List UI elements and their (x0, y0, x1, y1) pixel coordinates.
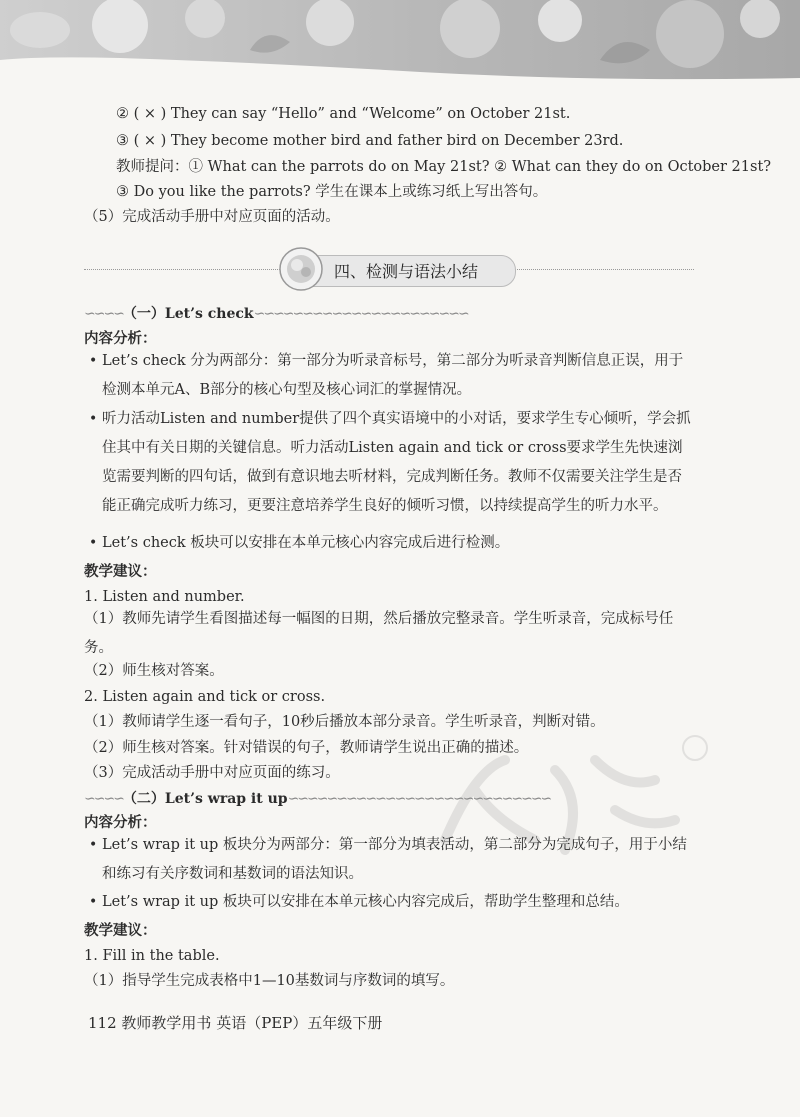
answer-line-3: ③ ( × ) They become mother bird and father bird on December 23rd. (116, 133, 624, 149)
section-header (84, 252, 694, 288)
check-step-2-3: （3）完成活动手册中对应页面的练习。 (84, 765, 340, 781)
section-title: 四、检测与语法小结 (334, 262, 479, 281)
check-step-1: 1. Listen and number. (84, 589, 245, 605)
wrap-heading: ∽∽∽∽（二）Let’s wrap it up∽∽∽∽∽∽∽∽∽∽∽∽∽∽∽∽∽∽∽∽∽∽∽∽∽∽∽ (84, 791, 551, 807)
answer-line-2: ② ( × ) They can say “Hello” and “Welcome” on October 21st. (116, 106, 571, 122)
check-analysis-label: 内容分析： (84, 330, 157, 347)
activity-step-5: （5）完成活动手册中对应页面的活动。 (84, 209, 340, 225)
check-step-2: 2. Listen again and tick or cross. (84, 689, 326, 705)
book-title: 教师教学用书 英语（PEP）五年级下册 (121, 1014, 383, 1032)
check-advice-label: 教学建议： (84, 563, 157, 580)
teacher-question-line-cont: ③ Do you like the parrots? 学生在课本上或练习纸上写出答句。 (116, 184, 548, 200)
page-footer (88, 1012, 382, 1033)
check-step-2-2: （2）师生核对答案。针对错误的句子，教师请学生说出正确的描述。 (84, 740, 529, 756)
check-bullet-2: • 听力活动Listen and number提供了四个真实语境中的小对话，要求学生专心倾听，学会抓住其中有关日期的关键信息。听力活动Listen again and tick or cross要求学生先快速浏览需要判断的四句话，做到有意识地去听材料，完成判断任务。教师不仅需要关注学生是否能正确完成听力练习，更要注意培养学生良好的倾听习惯，以持续提高学生的听力水平。 (102, 405, 692, 521)
check-step-1-2: （2）师生核对答案。 (84, 663, 224, 679)
wrap-step-1-1: （1）指导学生完成表格中1—10基数词与序数词的填写。 (84, 973, 455, 989)
wrap-bullet-1: • Let’s wrap it up 板块分为两部分：第一部分为填表活动，第二部分为完成句子，用于小结和练习有关序数词和基数词的语法知识。 (102, 831, 692, 889)
wrap-advice-label: 教学建议： (84, 922, 157, 939)
wrap-analysis-label: 内容分析： (84, 814, 157, 831)
teacher-question-line: 教师提问：① What can the parrots do on May 21st? ② What can they do on October 21st? (116, 159, 772, 175)
flower-medallion-icon (278, 246, 324, 292)
check-step-1-1: （1）教师先请学生看图描述每一幅图的日期，然后播放完整录音。学生听录音，完成标号任务。 (84, 611, 674, 656)
wrap-bullet-2: • Let’s wrap it up 板块可以安排在本单元核心内容完成后，帮助学生整理和总结。 (102, 888, 692, 917)
page-number: 112 (88, 1014, 117, 1032)
check-bullet-3: • Let’s check 板块可以安排在本单元核心内容完成后进行检测。 (102, 529, 692, 558)
check-step-2-1: （1）教师请学生逐一看句子，10秒后播放本部分录音。学生听录音，判断对错。 (84, 714, 605, 730)
check-bullet-1: • Let’s check 分为两部分：第一部分为听录音标号，第二部分为听录音判断信息正误，用于检测本单元A、B部分的核心句型及核心词汇的掌握情况。 (102, 347, 692, 405)
check-heading: ∽∽∽∽（一）Let’s check∽∽∽∽∽∽∽∽∽∽∽∽∽∽∽∽∽∽∽∽∽∽ (84, 306, 468, 322)
wrap-step-1: 1. Fill in the table. (84, 948, 220, 964)
